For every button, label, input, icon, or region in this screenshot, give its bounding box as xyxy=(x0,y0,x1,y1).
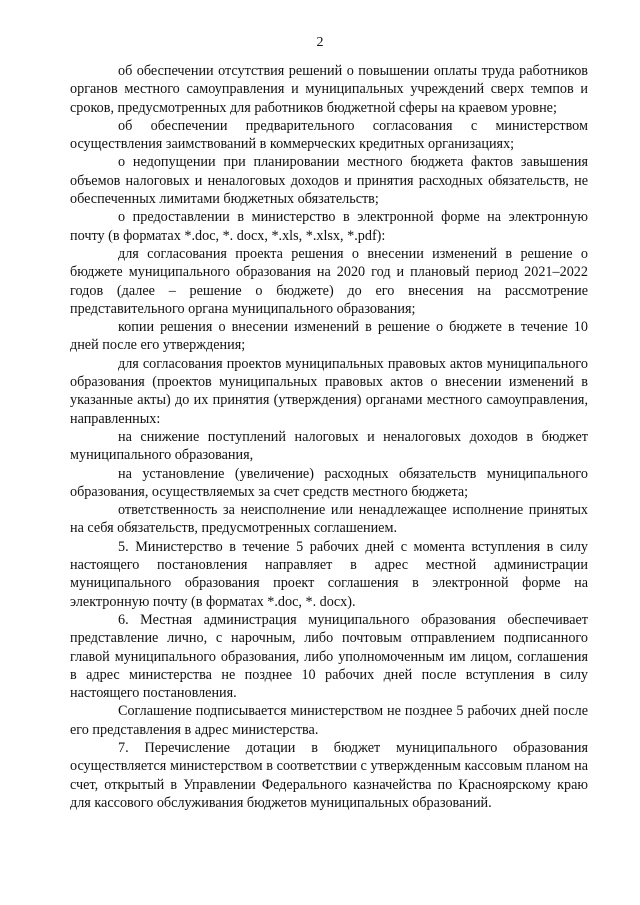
paragraph-item-5: 5. Министерство в течение 5 рабочих дней с момента вступления в силу настоящего постановления направляет в адрес местной администрации муниципального образования проект соглашения в электронной форме на электронную почту (в форматах *.doc, *. docx). xyxy=(70,538,588,610)
paragraph-revenue-reduction: на снижение поступлений налоговых и неналоговых доходов в бюджет муниципального образования, xyxy=(70,428,588,464)
paragraph-draft-decision: для согласования проекта решения о внесении изменений в решение о бюджете муниципального образования на 2020 год и плановый период 2021–2022 годов (далее – решение о бюджете) до его внесения на рассмотрение представительного органа муниципального образования; xyxy=(70,245,588,317)
paragraph-agreement-signing: Соглашение подписывается министерством не позднее 5 рабочих дней после его представления в адрес министерства. xyxy=(70,703,588,738)
page-number: 2 xyxy=(316,35,324,50)
paragraph-expense-obligations: на установление (увеличение) расходных обязательств муниципального образования, осуществляемых за счет средств местного бюджета; xyxy=(70,465,588,500)
paragraph-decision-copies: копии решения о внесении изменений в решение о бюджете в течение 10 дней после его утверждения; xyxy=(70,319,588,354)
paragraph-item-7: 7. Перечисление дотации в бюджет муниципального образования осуществляется министерством в соответствии с утвержденным кассовым планом на счет, открытый в Управлении Федерального казначейства по Красноярскому краю для кассового обслуживания бюджетов муниципальных образований. xyxy=(70,739,588,811)
paragraph-borrowing-approval: об обеспечении предварительного согласования с министерством осуществления заимствований в коммерческих кредитных организациях; xyxy=(70,117,588,153)
paragraph-item-6: 6. Местная администрация муниципального образования обеспечивает представление лично, с нарочным, либо почтовым отправлением подписанного главой муниципального образования, либо уполномоченным им лицом, соглашения в адрес министерства не позднее 10 рабочих дней после вступления в силу настоящего постановления. xyxy=(70,611,588,702)
document-body xyxy=(70,62,588,812)
paragraph-electronic-submission: о предоставлении в министерство в электронной форме на электронную почту (в форматах *.doc, *. docx, *.xls, *.xlsx, *.pdf): xyxy=(70,209,588,244)
paragraph-budget-planning: о недопущении при планировании местного бюджета фактов завышения объемов налоговых и неналоговых доходов и принятия расходных обязательств, не обеспеченных лимитами бюджетных обязательств; xyxy=(70,154,588,208)
paragraph-salary-restriction: об обеспечении отсутствия решений о повышении оплаты труда работников органов местного самоуправления и муниципальных учреждений сверх темпов и сроков, предусмотренных для работников бюджетной сферы на краевом уровне; xyxy=(70,63,588,116)
paragraph-legal-acts: для согласования проектов муниципальных правовых актов муниципального образования (проектов муниципальных правовых актов о внесении изменений в указанные акты) до их принятия (утверждения) органами местного самоуправления, направленных: xyxy=(70,355,588,427)
paragraph-liability: ответственность за неисполнение или ненадлежащее исполнение принятых на себя обязательств, предусмотренных соглашением. xyxy=(70,502,588,537)
